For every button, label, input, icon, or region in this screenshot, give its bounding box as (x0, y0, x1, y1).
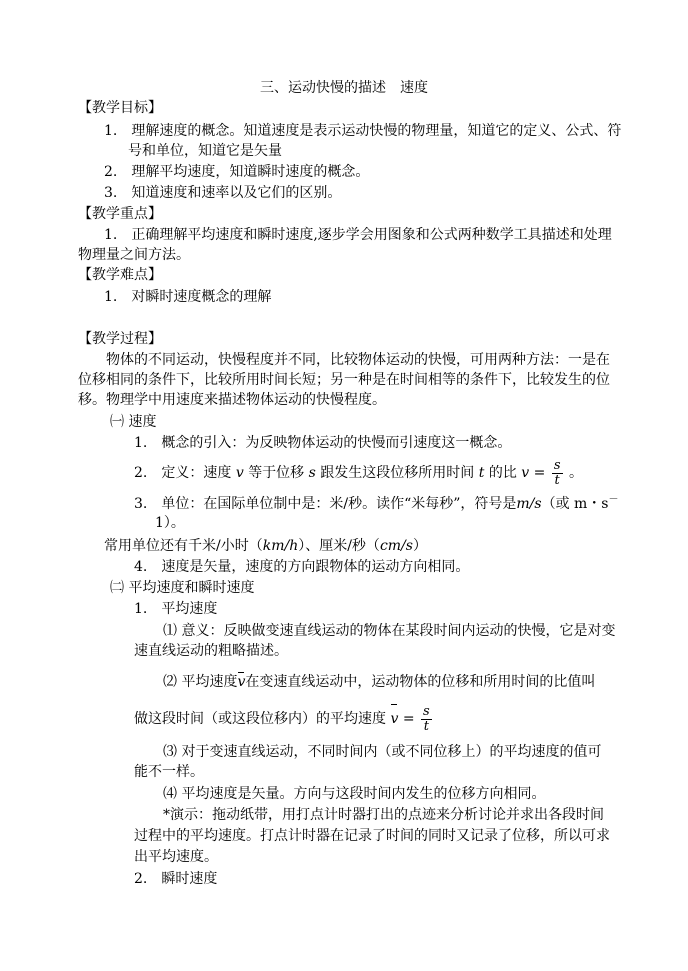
formula2-denominator: t (423, 718, 429, 734)
symbol-v: v (235, 465, 244, 481)
definition-text-d: 的比 (488, 465, 517, 481)
avg-point-2 (163, 672, 595, 692)
common-units-text-c: ） (412, 538, 427, 554)
avg-definition-text: 做这段时间（或这段位移内）的平均速度 (134, 711, 386, 727)
avg-point-4: ⑷ 平均速度是矢量。方向与这段时间内发生的位移方向相同。 (163, 786, 546, 802)
key-item-1-cont: 物理量之间方法。 (78, 247, 190, 263)
unit-kmh: km/h (262, 538, 299, 554)
avg-point-1-cont: 速直线运动的粗略描述。 (134, 643, 288, 659)
intro-paragraph-line-1: 物体的不同运动，快慢程度并不同，比较物体运动的快慢，可用两种方法：一是在 (106, 352, 610, 368)
formula-lhs: v = (521, 465, 546, 481)
difficult-points-heading: 【教学难点】 (78, 267, 162, 283)
definition-text-c: 跟发生这段位移所用时间 (320, 465, 475, 481)
goal-item-2: 2. 理解平均速度，知道瞬时速度的概念。 (104, 164, 370, 180)
process-heading: 【教学过程】 (78, 331, 162, 347)
unit-text-b: （或 m・s (541, 496, 609, 512)
page-title: 三、运动快慢的描述 速度 (260, 80, 428, 96)
demo-line-3: 出平均速度。 (134, 849, 218, 865)
common-units-text-a: 常用单位还有千米/小时（ (104, 538, 263, 554)
symbol-t: t (478, 465, 485, 481)
goal-item-3: 3. 知道速度和速率以及它们的区别。 (104, 185, 342, 201)
speed-item-3 (134, 494, 619, 514)
demo-line-1: *演示：拖动纸带，用打点计时器打出的点迹来分析讨论并求出各段时间 (163, 807, 604, 823)
definition-end: 。 (568, 465, 583, 481)
avg-point-2-cont (134, 704, 434, 734)
part-2-title: ㈡ 平均速度和瞬时速度 (110, 580, 255, 596)
speed-item-4: 4. 速度是矢量，速度的方向跟物体的运动方向相同。 (134, 559, 470, 575)
intro-paragraph-line-3: 移。物理学中用速度来描述物体运动的快慢程度。 (78, 392, 386, 408)
goal-item-1: 1. 理解速度的概念。知道速度是表示运动快慢的物理量，知道它的定义、公式、符 (104, 123, 622, 139)
definition-text-b: 等于位移 (248, 465, 305, 481)
key-item-1: 1. 正确理解平均速度和瞬时速度,逐步学会用图象和公式两种数学工具描述和处理 (104, 227, 612, 243)
formula2-fraction (421, 705, 432, 734)
speed-item-2 (134, 458, 583, 488)
unit-superscript: － (608, 494, 619, 506)
demo-line-2: 过程中的平均速度。打点计时器在记录了时间的同时又记录了位移，所以可求 (134, 828, 610, 844)
formula-numerator: s (553, 457, 561, 473)
part-1-title: ㈠ 速度 (110, 414, 157, 430)
key-points-heading: 【教学重点】 (78, 206, 162, 222)
speed-item-1: 1. 概念的引入：为反映物体运动的快慢而引速度这一概念。 (134, 435, 512, 451)
goal-item-1-cont: 号和单位，知道它是矢量 (128, 143, 282, 159)
intro-paragraph-line-2: 位移相同的条件下，比较所用时间长短；另一种是在时间相等的条件下，比较发生的位 (78, 372, 610, 388)
average-speed-subheading: 1. 平均速度 (134, 601, 218, 617)
formula-fraction (552, 459, 563, 488)
formula-denominator: t (554, 472, 560, 488)
goals-heading: 【教学目标】 (78, 100, 162, 116)
symbol-s: s (308, 465, 316, 481)
speed-item-3-cont: 1）。 (155, 515, 185, 531)
difficult-item-1: 1. 对瞬时速度概念的理解 (104, 289, 272, 305)
avg-point-3-cont: 能不一样。 (134, 764, 204, 780)
unit-text-a: 3. 单位：在国际单位制中是：米/秒。读作“米每秒”，符号是 (134, 496, 517, 512)
definition-text-a: 2. 定义：速度 (134, 465, 232, 481)
formula2-numerator: s (423, 703, 430, 719)
avg-point-1: ⑴ 意义：反映做变速直线运动的物体在某段时间内运动的快慢，它是对变 (163, 623, 616, 639)
instant-speed-subheading: 2. 瞬时速度 (134, 871, 218, 887)
avg-point-2-text-b: 在变速直线运动中，运动物体的位移和所用时间的比值叫 (245, 674, 596, 690)
formula2-v-bar: v (390, 704, 398, 734)
common-units-text-b: ）、厘米/秒（ (298, 538, 380, 554)
common-units (104, 536, 427, 556)
unit-cms: cm/s (379, 538, 413, 554)
unit-symbol: m/s (516, 496, 542, 512)
formula2-equals: = (402, 711, 415, 727)
avg-point-3: ⑶ 对于变速直线运动，不同时间内（或不同位移上）的平均速度的值可 (163, 744, 602, 760)
symbol-v-bar: v (237, 674, 246, 690)
avg-point-2-text-a: ⑵ 平均速度 (163, 674, 238, 690)
